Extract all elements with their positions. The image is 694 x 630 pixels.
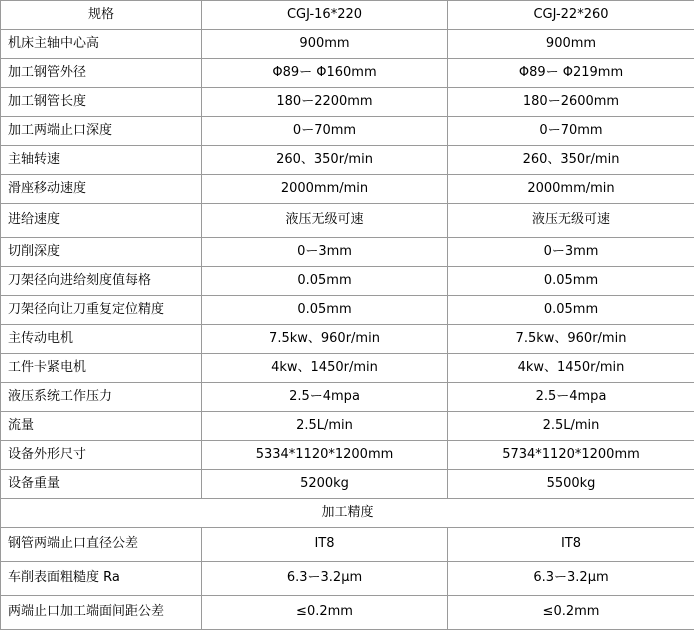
row-value-a: 0.05mm bbox=[202, 296, 448, 325]
row-value-b: 260、350r/min bbox=[448, 146, 694, 175]
row-value-b: Φ89ー Φ219mm bbox=[448, 59, 694, 88]
row-value-b: 5734*1120*1200mm bbox=[448, 441, 694, 470]
table-row bbox=[1, 267, 694, 296]
row-value-b: 0.05mm bbox=[448, 267, 694, 296]
table-row bbox=[1, 175, 694, 204]
row-label: 设备重量 bbox=[1, 470, 202, 499]
row-label: 车削表面粗糙度 Ra bbox=[1, 562, 202, 596]
table-row bbox=[1, 238, 694, 267]
table-row bbox=[1, 596, 694, 630]
row-value-b: 2.5L/min bbox=[448, 412, 694, 441]
row-value-b: 2000mm/min bbox=[448, 175, 694, 204]
column-header-model-a: CGJ-16*220 bbox=[202, 1, 448, 30]
row-label: 工件卡紧电机 bbox=[1, 354, 202, 383]
row-label: 两端止口加工端面间距公差 bbox=[1, 596, 202, 630]
row-label: 加工钢管长度 bbox=[1, 88, 202, 117]
row-value-a: 6.3ー3.2μm bbox=[202, 562, 448, 596]
row-label: 加工两端止口深度 bbox=[1, 117, 202, 146]
row-value-b: 6.3ー3.2μm bbox=[448, 562, 694, 596]
row-label: 设备外形尺寸 bbox=[1, 441, 202, 470]
row-value-a: 4kw、1450r/min bbox=[202, 354, 448, 383]
row-value-b: 0ー3mm bbox=[448, 238, 694, 267]
row-label: 机床主轴中心高 bbox=[1, 30, 202, 59]
table-row bbox=[1, 117, 694, 146]
row-value-a: 液压无级可速 bbox=[202, 204, 448, 238]
row-label: 加工钢管外径 bbox=[1, 59, 202, 88]
table-row bbox=[1, 354, 694, 383]
table-row bbox=[1, 146, 694, 175]
row-label: 钢管两端止口直径公差 bbox=[1, 528, 202, 562]
table-row bbox=[1, 441, 694, 470]
row-value-a: 5200kg bbox=[202, 470, 448, 499]
row-value-a: 5334*1120*1200mm bbox=[202, 441, 448, 470]
row-label: 进给速度 bbox=[1, 204, 202, 238]
table-row bbox=[1, 88, 694, 117]
row-value-a: 180ー2200mm bbox=[202, 88, 448, 117]
column-header-spec: 规格 bbox=[1, 1, 202, 30]
row-value-a: 0ー3mm bbox=[202, 238, 448, 267]
row-value-b: 7.5kw、960r/min bbox=[448, 325, 694, 354]
table-row bbox=[1, 204, 694, 238]
row-value-a: 2.5L/min bbox=[202, 412, 448, 441]
table-row bbox=[1, 325, 694, 354]
row-value-b: 液压无级可速 bbox=[448, 204, 694, 238]
row-label: 液压系统工作压力 bbox=[1, 383, 202, 412]
row-value-a: 2000mm/min bbox=[202, 175, 448, 204]
row-value-a: IT8 bbox=[202, 528, 448, 562]
table-header-row bbox=[1, 1, 694, 30]
row-label: 滑座移动速度 bbox=[1, 175, 202, 204]
row-label: 切削深度 bbox=[1, 238, 202, 267]
row-value-b: 4kw、1450r/min bbox=[448, 354, 694, 383]
row-value-a: 900mm bbox=[202, 30, 448, 59]
row-label: 刀架径向让刀重复定位精度 bbox=[1, 296, 202, 325]
section-title-machining-accuracy: 加工精度 bbox=[1, 499, 694, 528]
row-value-a: ≤0.2mm bbox=[202, 596, 448, 630]
row-value-a: 0ー70mm bbox=[202, 117, 448, 146]
table-row bbox=[1, 528, 694, 562]
row-value-a: 0.05mm bbox=[202, 267, 448, 296]
row-value-b: 2.5ー4mpa bbox=[448, 383, 694, 412]
row-value-b: 0.05mm bbox=[448, 296, 694, 325]
row-value-b: 180ー2600mm bbox=[448, 88, 694, 117]
table-row bbox=[1, 30, 694, 59]
row-value-b: IT8 bbox=[448, 528, 694, 562]
row-label: 主轴转速 bbox=[1, 146, 202, 175]
row-value-b: 0ー70mm bbox=[448, 117, 694, 146]
row-value-b: 900mm bbox=[448, 30, 694, 59]
row-value-b: 5500kg bbox=[448, 470, 694, 499]
row-label: 刀架径向进给刻度值每格 bbox=[1, 267, 202, 296]
row-value-a: Φ89ー Φ160mm bbox=[202, 59, 448, 88]
section-header-row bbox=[1, 499, 694, 528]
row-label: 流量 bbox=[1, 412, 202, 441]
table-row bbox=[1, 470, 694, 499]
row-label: 主传动电机 bbox=[1, 325, 202, 354]
table-row bbox=[1, 296, 694, 325]
table-row bbox=[1, 59, 694, 88]
column-header-model-b: CGJ-22*260 bbox=[448, 1, 694, 30]
row-value-a: 260、350r/min bbox=[202, 146, 448, 175]
row-value-a: 2.5ー4mpa bbox=[202, 383, 448, 412]
table-row bbox=[1, 562, 694, 596]
table-body bbox=[1, 1, 694, 630]
row-value-a: 7.5kw、960r/min bbox=[202, 325, 448, 354]
row-value-b: ≤0.2mm bbox=[448, 596, 694, 630]
table-row bbox=[1, 383, 694, 412]
table-row bbox=[1, 412, 694, 441]
